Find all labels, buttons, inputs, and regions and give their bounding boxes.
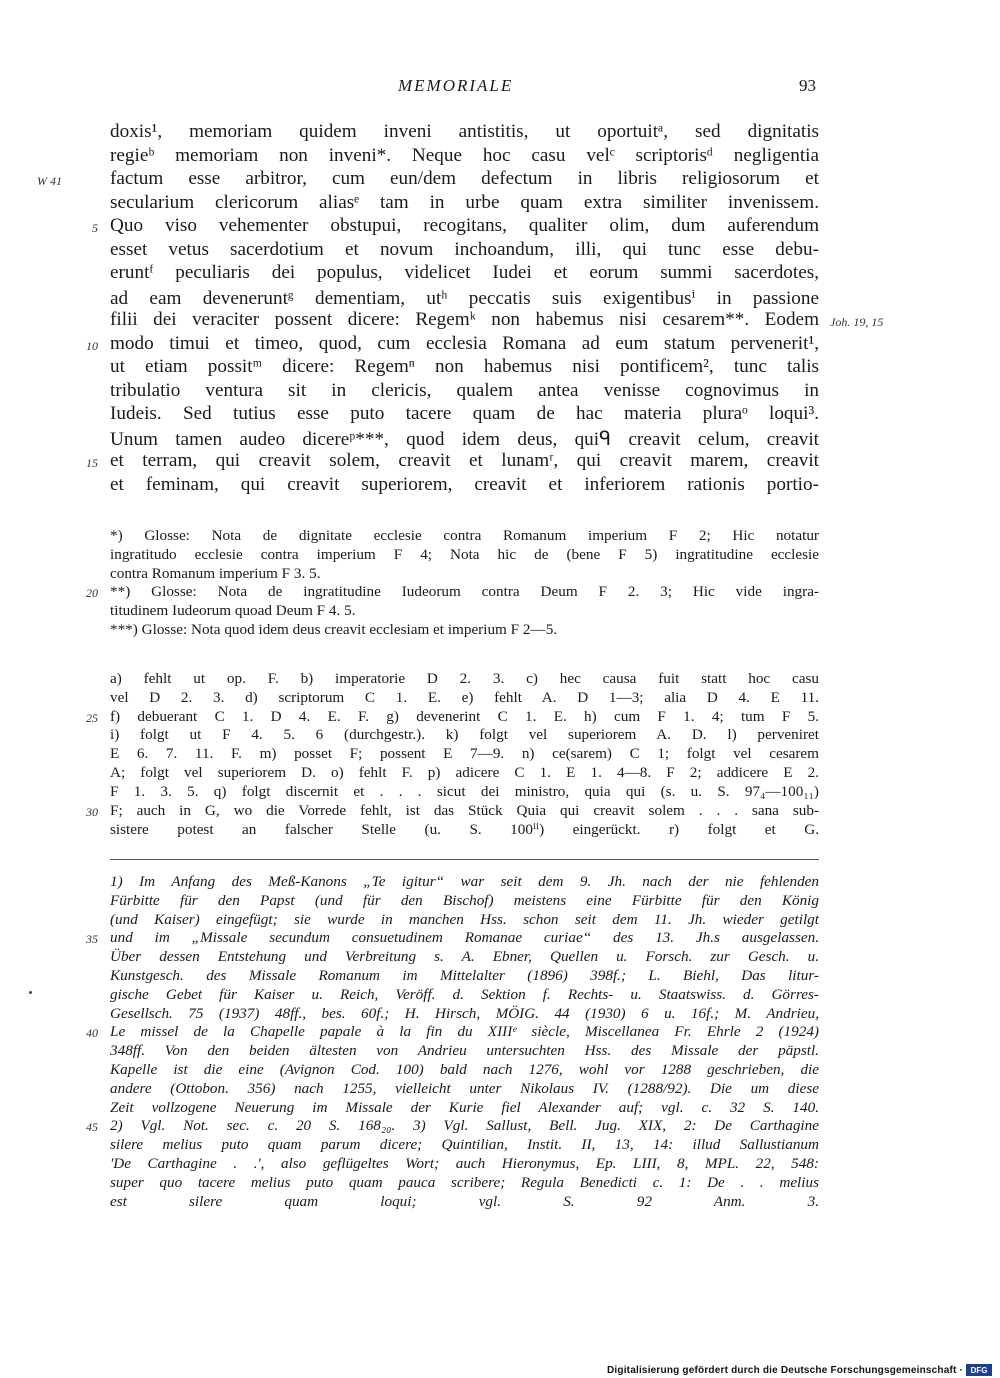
credit-text: Digitalisierung gefördert durch die Deutsche Forschungsgemeinschaft ·: [607, 1364, 964, 1376]
text-line: ad eam deveneruntᵍ dementiam, utʰ peccatis suis exigentibusⁱ in passione: [110, 287, 819, 309]
notes-line: [0, 1117, 1000, 1136]
text-line: A; folgt vel superiorem D. o) fehlt F. p) adicere C 1. E 1. 4—8. F 2; addicere E 2.: [110, 764, 819, 781]
text-line: Gesellsch. 75 (1937) 48ff., bes. 60f.; H. Hirsch, MÖIG. 44 (1930) 6 u. 16f.; M. Andrieu,: [110, 1004, 819, 1022]
gloss-line: [0, 621, 1000, 640]
gloss-line: [0, 546, 1000, 565]
text-line: E 6. 7. 11. F. m) posset F; possent E 7—9. n) ce(sarem) C 1; folgt vel cesarem: [110, 745, 819, 763]
text-line: Kapelle ist die eine (Avignon Cod. 100) bald nach 1276, wohl vor 1288 geschrieben, die: [110, 1061, 819, 1078]
text-line: et terram, qui creavit solem, creavit et lunamʳ, qui creavit marem, creavit: [110, 450, 819, 471]
notes-line: [0, 967, 1000, 986]
app-line: [0, 764, 1000, 783]
notes-line: [0, 1005, 1000, 1024]
app-line: [0, 820, 1000, 839]
app-line: [0, 689, 1000, 708]
notes-line: [0, 948, 1000, 967]
main-line: [0, 427, 1000, 451]
notes-line: [0, 1080, 1000, 1099]
main-line: [0, 309, 1000, 333]
text-line: sistere potest an falscher Stelle (u. S. 100ⁱⁱ) eingerückt. r) folgt et G.: [110, 821, 819, 839]
notes-line: [0, 1099, 1000, 1118]
notes-line: [0, 1061, 1000, 1080]
text-line: contra Romanum imperium F 3. 5.: [110, 564, 321, 582]
app-line: [0, 708, 1000, 727]
line-number: 30: [86, 804, 98, 819]
app-line: [0, 670, 1000, 689]
text-line: super quo tacere melius puto quam pauca scribere; Regula Benedicti c. 1: De . . melius: [110, 1173, 819, 1191]
page-number: 93: [799, 76, 816, 95]
text-line: secularium clericorum aliasᵉ tam in urbe quam extra similiter invenissem.: [110, 191, 819, 213]
main-line: [0, 403, 1000, 427]
app-line: [0, 745, 1000, 764]
text-line: vel D 2. 3. d) scriptorum C 1. E. e) fehlt A. D 1—3; alia D 4. E 11.: [110, 688, 819, 706]
text-line: andere (Ottobon. 356) nach 1255, vielleicht unter Nikolaus IV. (1288/92). Die um diese: [110, 1079, 819, 1097]
main-line: [0, 121, 1000, 145]
main-line: [0, 333, 1000, 357]
line-number: 25: [86, 710, 98, 725]
text-line: F 1. 3. 5. q) folgt discernit et . . . sicut dei ministro, quia qui (s. u. S. 97₄—100₁₁): [110, 782, 819, 800]
app-line: [0, 783, 1000, 802]
line-number: 45: [86, 1120, 98, 1135]
bible-reference: Joh. 19, 15: [830, 315, 884, 329]
text-line: i) folgt ut F 4. 5. 6 (durchgestr.). k) folgt vel superiorem A. D. l) perveniret: [110, 726, 819, 744]
app-line: [0, 802, 1000, 821]
notes-line: [0, 929, 1000, 948]
main-line: [0, 474, 1000, 498]
text-line: f) debuerant C 1. D 4. E. F. g) devenerint C 1. E. h) cum F 1. 4; tum F 5.: [110, 707, 819, 725]
line-number: 20: [86, 586, 98, 601]
text-line: Zeit vollzogene Neuerung im Missale der Kurie fiel Alexander auf; vgl. c. 32 S. 140.: [110, 1098, 819, 1116]
main-line: [0, 380, 1000, 404]
gloss-line: [0, 565, 1000, 584]
notes-line: [0, 1193, 1000, 1212]
main-line: [0, 356, 1000, 380]
line-number: 15: [86, 456, 98, 470]
text-line: 2) Vgl. Not. sec. c. 20 S. 168₂₀. 3) Vgl. Sallust, Bell. Jug. XIX, 2: De Carthagine: [110, 1117, 819, 1135]
text-line: regieᵇ memoriam non inveni*. Neque hoc casu velᶜ scriptorisᵈ negligentia: [110, 144, 819, 166]
text-line: 'De Carthagine . .', also geflügeltes Wort; auch Hieronymus, Ep. LIII, 8, MPL. 22, 548:: [110, 1155, 819, 1172]
gloss-line: [0, 583, 1000, 602]
text-line: et feminam, qui creavit superiorem, creavit et inferiorem rationis portio-: [110, 473, 819, 495]
text-line: Unum tamen audeo dicereᵖ***, quod idem deus, quiᑫ creavit celum, creavit: [110, 428, 819, 450]
text-line: **) Glosse: Nota de ingratitudine Iudeorum contra Deum F 2. 3; Hic vide ingra-: [110, 583, 819, 601]
text-line: und im „Missale secundum consuetudinem Romanae curiae“ des 13. Jh.s ausgelassen.: [110, 929, 819, 947]
text-line: Le missel de la Chapelle papale à la fin du XIIIᵉ siècle, Miscellanea Fr. Ehrle 2 (1924): [110, 1023, 819, 1041]
gloss-line: [0, 527, 1000, 546]
notes-line: [0, 986, 1000, 1005]
text-line: factum esse arbitror, cum eun/dem defectum in libris religiosorum et: [110, 168, 819, 189]
notes-line: [0, 873, 1000, 892]
text-line: Quo viso vehementer obstupui, recogitans, qualiter olim, dum auferendum: [110, 215, 819, 236]
text-line: Iudeis. Sed tutius esse puto tacere quam de hac materia pluraᵒ loqui³.: [110, 403, 819, 424]
text-line: 1) Im Anfang des Meß-Kanons „Te igitur“ war seit dem 9. Jh. nach der nie fehlenden: [110, 873, 819, 890]
text-line: filii dei veraciter possent dicere: Regemᵏ non habemus nisi cesarem**. Eodem: [110, 309, 819, 330]
text-line: esset vetus sacerdotium et novum inchoandum, illi, qui tunc esse debu-: [110, 238, 819, 260]
notes-line: [0, 1136, 1000, 1155]
text-line: *) Glosse: Nota de dignitate ecclesie contra Romanum imperium F 2; Hic notatur: [110, 527, 819, 544]
notes-line: [0, 1042, 1000, 1061]
footnote-rule: [110, 859, 819, 860]
gloss-line: [0, 602, 1000, 621]
text-line: Kunstgesch. des Missale Romanum im Mittelalter (1896) 398f.; L. Biehl, Das litur-: [110, 967, 819, 984]
dfg-logo: DFG: [966, 1364, 992, 1376]
main-line: [0, 215, 1000, 239]
notes-line: [0, 1023, 1000, 1042]
line-number: 35: [86, 932, 98, 947]
running-title: MEMORIALE: [398, 76, 514, 95]
text-line: eruntᶠ peculiaris dei populus, videlicet Iudei et eorum summi sacerdotes,: [110, 262, 819, 283]
scan-speck: [29, 991, 32, 994]
main-line: [0, 145, 1000, 169]
text-line: a) fehlt ut op. F. b) imperatorie D 2. 3. c) hec causa fuit statt hoc casu: [110, 670, 819, 687]
line-number: 10: [86, 338, 98, 353]
page-header: [0, 76, 1000, 102]
text-line: (und Kaiser) eingefügt; sie wurde in manchen Hss. schon seit dem 11. Jh. wieder getilgt: [110, 910, 819, 928]
text-line: ***) Glosse: Nota quod idem deus creavit ecclesiam et imperium F 2—5.: [110, 621, 558, 638]
main-line: [0, 286, 1000, 310]
text-line: Über dessen Entstehung und Verbreitung s. A. Ebner, Quellen u. Forsch. zur Gesch. u.: [110, 948, 819, 966]
text-line: ingratitudo ecclesie contra imperium F 4; Nota hic de (bene F 5) ingratitudine ecclesie: [110, 545, 819, 563]
text-line: est silere quam loqui; vgl. S. 92 Anm. 3.: [110, 1192, 819, 1210]
margin-reference: W 41: [37, 174, 62, 188]
text-line: doxis¹, memoriam quidem inveni antistitis, ut oportuitᵃ, sed dignitatis: [110, 121, 819, 142]
line-number: 5: [92, 221, 98, 235]
text-line: F; auch in G, wo die Vorrede fehlt, ist das Stück Quia qui creavit solem . . . sana sub-: [110, 801, 819, 819]
notes-line: [0, 1155, 1000, 1174]
text-line: ut etiam possitᵐ dicere: Regemⁿ non habemus nisi pontificem², tunc talis: [110, 356, 819, 377]
main-line: [0, 450, 1000, 474]
line-number: 40: [86, 1026, 98, 1041]
text-line: gische Gebet für Kaiser u. Reich, Veröff. d. Sektion f. Rechts- u. Staatswiss. d. Görres-: [110, 985, 819, 1003]
text-line: modo timui et timeo, quod, cum ecclesia Romana ad eum statum pervenerit¹,: [110, 332, 819, 354]
notes-line: [0, 892, 1000, 911]
text-line: 348ff. Von den beiden ältesten von Andrieu untersuchten Hss. des Missale der päpstl.: [110, 1042, 819, 1060]
main-line: [0, 192, 1000, 216]
main-line: [0, 262, 1000, 286]
notes-line: [0, 1174, 1000, 1193]
main-line: [0, 168, 1000, 192]
text-line: tribulatio ventura sit in clericis, qualem antea venisse cognovimus in: [110, 379, 819, 401]
text-line: silere melius puto quam parum dicere; Quintilian, Instit. II, 13, 14: illud Sallustianum: [110, 1136, 819, 1154]
notes-line: [0, 911, 1000, 930]
text-line: Fürbitte für den Papst (und für den Bischof) meistens eine Fürbitte für den König: [110, 891, 819, 909]
text-line: titudinem Iudeorum quoad Deum F 4. 5.: [110, 602, 356, 620]
main-line: [0, 239, 1000, 263]
digitization-credit: [607, 1363, 992, 1377]
app-line: [0, 726, 1000, 745]
